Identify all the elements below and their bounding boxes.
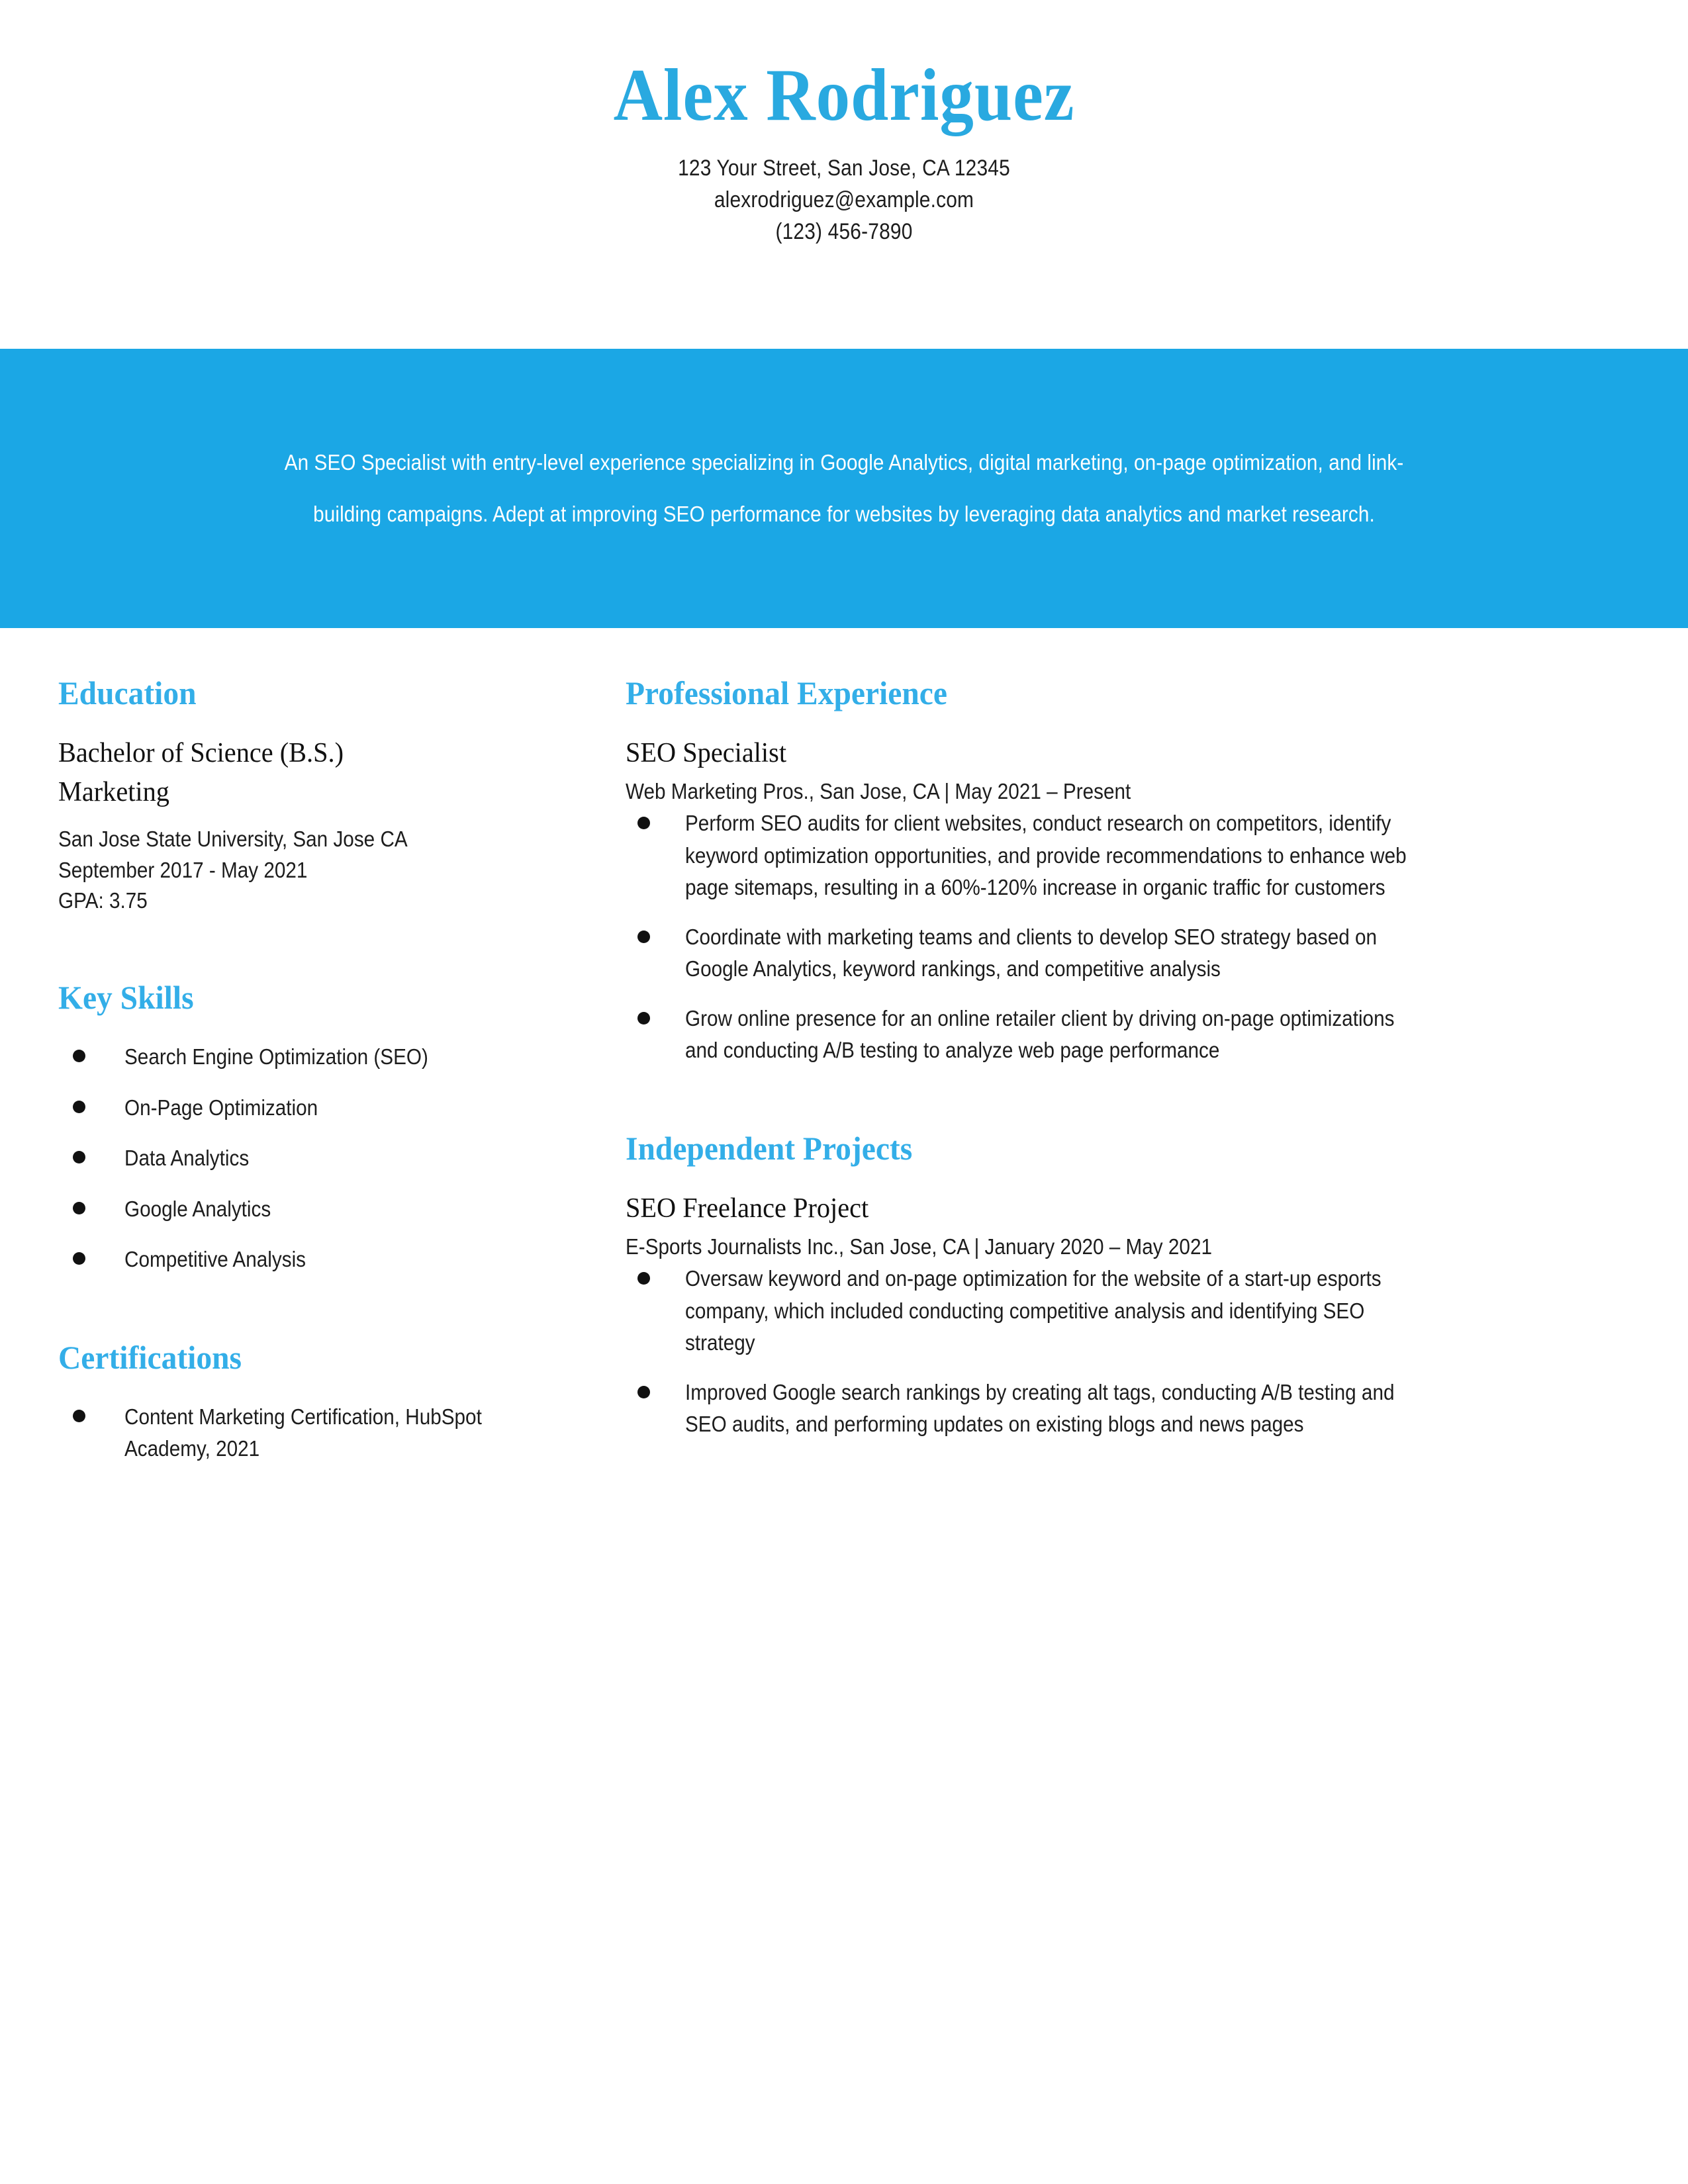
job-bullet-text: Grow online presence for an online retailer client by driving on-page optimizations and conducting A/B testing to analyze web page performance (685, 1005, 1395, 1063)
project-bullet-text: Improved Google search rankings by creating alt tags, conducting A/B testing and SEO audits, and performing updates on existing blogs and news pages (685, 1379, 1395, 1437)
contact-phone: (123) 456-7890 (775, 219, 913, 245)
job-bullets (626, 807, 1496, 1067)
key-skills-section (58, 979, 549, 1276)
job-title: SEO Specialist (626, 738, 787, 768)
bullet-dot-icon (73, 1202, 85, 1214)
bullet-dot-icon (637, 1386, 650, 1398)
list-item (626, 921, 1496, 985)
bullet-dot-icon (637, 817, 650, 829)
education-gpa: GPA: 3.75 (58, 887, 148, 913)
bullet-dot-icon (637, 931, 650, 943)
key-skill-label: Competitive Analysis (124, 1247, 306, 1272)
key-skill-label: Search Engine Optimization (SEO) (124, 1044, 428, 1069)
certification-label: Content Marketing Certification, HubSpot Academy, 2021 (124, 1404, 482, 1461)
bullet-dot-icon (73, 1101, 85, 1113)
list-item (58, 1092, 549, 1124)
professional-summary-banner (0, 349, 1688, 628)
contact-email: alexrodriguez@example.com (714, 187, 974, 212)
list-item (58, 1142, 549, 1175)
key-skills-heading: Key Skills (58, 979, 194, 1017)
bullet-dot-icon (73, 1050, 85, 1062)
list-item (626, 807, 1496, 904)
experience-entry (626, 737, 1496, 1067)
list-item (58, 1401, 549, 1465)
project-bullets (626, 1263, 1496, 1441)
independent-projects-heading: Independent Projects (626, 1129, 913, 1167)
list-item (58, 1041, 549, 1073)
professional-experience-heading: Professional Experience (626, 674, 947, 711)
list-item (626, 1003, 1496, 1067)
resume-header (0, 0, 1688, 248)
key-skill-label: On-Page Optimization (124, 1095, 318, 1120)
project-bullet-text: Oversaw keyword and on-page optimization for the website of a start-up esports company, which included conducting competitive analysis and identifying SEO strategy (685, 1266, 1382, 1355)
key-skills-list (58, 1041, 549, 1276)
list-item (626, 1377, 1496, 1441)
certifications-section (58, 1340, 549, 1465)
professional-summary-text: An SEO Specialist with entry-level experience specializing in Google Analytics, digital marketing, on-page optimization, and link-building campaigns. Adept at improving SEO performance for websites by leveraging data analytics and market research. (284, 450, 1404, 526)
list-item (58, 1193, 549, 1226)
right-column (576, 675, 1688, 1458)
contact-address: 123 Your Street, San Jose, CA 12345 (678, 155, 1010, 181)
bullet-dot-icon (637, 1272, 650, 1285)
bullet-dot-icon (73, 1410, 85, 1422)
certifications-heading: Certifications (58, 1338, 242, 1376)
education-dates: September 2017 - May 2021 (58, 857, 308, 882)
project-meta: E-Sports Journalists Inc., San Jose, CA | January 2020 – May 2021 (626, 1234, 1212, 1259)
left-column (0, 675, 576, 1482)
education-degree-line-2: Marketing (58, 777, 169, 808)
project-entry (626, 1192, 1496, 1441)
education-degree-line-1: Bachelor of Science (B.S.) (58, 738, 344, 768)
education-section (58, 675, 549, 916)
bullet-dot-icon (73, 1151, 85, 1163)
independent-projects-section (626, 1130, 1496, 1441)
key-skill-label: Google Analytics (124, 1196, 271, 1221)
education-entry (58, 737, 549, 916)
key-skill-label: Data Analytics (124, 1146, 250, 1171)
education-details (58, 824, 549, 916)
list-item (626, 1263, 1496, 1359)
education-heading: Education (58, 674, 197, 711)
job-meta: Web Marketing Pros., San Jose, CA | May 2021 – Present (626, 779, 1131, 804)
bullet-dot-icon (637, 1012, 650, 1024)
list-item (58, 1244, 549, 1276)
project-title: SEO Freelance Project (626, 1193, 869, 1224)
certifications-list (58, 1401, 549, 1465)
bullet-dot-icon (73, 1252, 85, 1265)
resume-body (0, 675, 1688, 1482)
candidate-name: Alex Rodriguez (613, 54, 1075, 136)
job-bullet-text: Coordinate with marketing teams and clients to develop SEO strategy based on Google Analytics, keyword rankings, and competitive analysis (685, 924, 1378, 981)
education-school: San Jose State University, San Jose CA (58, 827, 408, 852)
professional-experience-section (626, 675, 1496, 1067)
job-bullet-text: Perform SEO audits for client websites, conduct research on competitors, identify keyword optimization opportunities, and provide recommendations to enhance web page sitemaps, resulting in a 60%-120% increase in organic traffic for customers (685, 811, 1407, 900)
